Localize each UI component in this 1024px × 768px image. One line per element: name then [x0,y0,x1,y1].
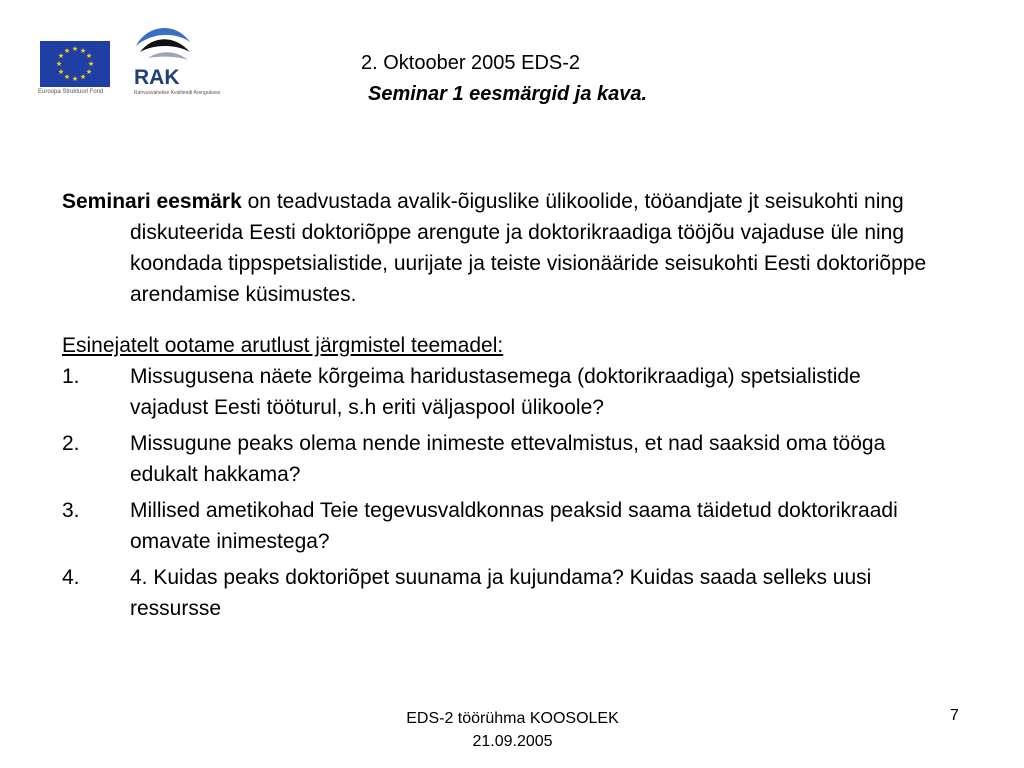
svg-text:★: ★ [79,48,87,55]
svg-text:★: ★ [55,61,63,68]
svg-text:★: ★ [85,69,93,76]
list-item-text: Missugune peaks olema nende inimeste ettevalmistus, et nad saaksid oma tööga edukalt hakkama? [130,432,886,486]
intro-paragraph [62,186,942,310]
intro-text: on teadvustada avalik-õiguslike ülikoolide, tööandjate jt seisukohti ning diskuteerida Eesti doktoriõppe arengute ja doktorikraadiga tööjõu vajaduse üle ning koondada tippspetsialistide, uurijate ja teiste visionääride seisukohti Eesti doktoriõppe arendamise küsimustes. [130,190,927,306]
page-number: 7 [950,707,959,724]
eu-flag-logo [40,41,110,87]
svg-text:★: ★ [57,53,65,60]
slide-date-title: 2. Oktoober 2005 EDS-2 [361,52,581,74]
rak-logo-caption: Rahvusvahelise Kvaliteedi Arengukava [134,90,221,96]
list-item [62,562,942,624]
svg-text:★: ★ [79,74,87,81]
list-item-number: 1. [62,365,80,388]
list-item [62,495,942,557]
svg-text:★: ★ [57,69,65,76]
list-item-number: 3. [62,499,80,522]
footer-meeting-label: EDS-2 töörühma KOOSOLEK [406,710,619,727]
topics-list [62,361,942,624]
list-item-number: 2. [62,432,80,455]
rak-logo-text: RAK [134,66,180,89]
svg-text:★: ★ [63,48,71,55]
svg-text:★: ★ [71,46,79,53]
eu-logo-caption: Euroopa Struktuuri Fond [38,89,104,95]
slide-body [62,186,942,624]
list-item [62,361,942,423]
footer-date: 21.09.2005 [472,733,553,750]
list-item-text: 4. Kuidas peaks doktoriõpet suunama ja kujundama? Kuidas saada selleks uusi ressursse [130,566,872,620]
list-item-number: 4. [62,566,80,589]
list-item-text: Missugusena näete kõrgeima haridustasemega (doktorikraadiga) spetsialistide vajadust Eesti tööturul, s.h eriti väljaspool ülikoole? [130,365,861,419]
slide-title: Seminar 1 eesmärgid ja kava. [368,83,648,105]
list-item-text: Millised ametikohad Teie tegevusvaldkonnas peaksid saama täidetud doktorikraadi omavate inimestega? [130,499,898,553]
eu-stars-icon [40,41,110,87]
svg-text:★: ★ [71,76,79,83]
svg-text:★: ★ [63,74,71,81]
svg-text:★: ★ [85,53,93,60]
intro-bold-label: Seminari eesmärk [62,190,242,213]
topics-heading: Esinejatelt ootame arutlust järgmistel teemadel: [62,334,504,357]
footer [360,707,665,753]
list-item [62,428,942,490]
svg-text:★: ★ [87,61,95,68]
